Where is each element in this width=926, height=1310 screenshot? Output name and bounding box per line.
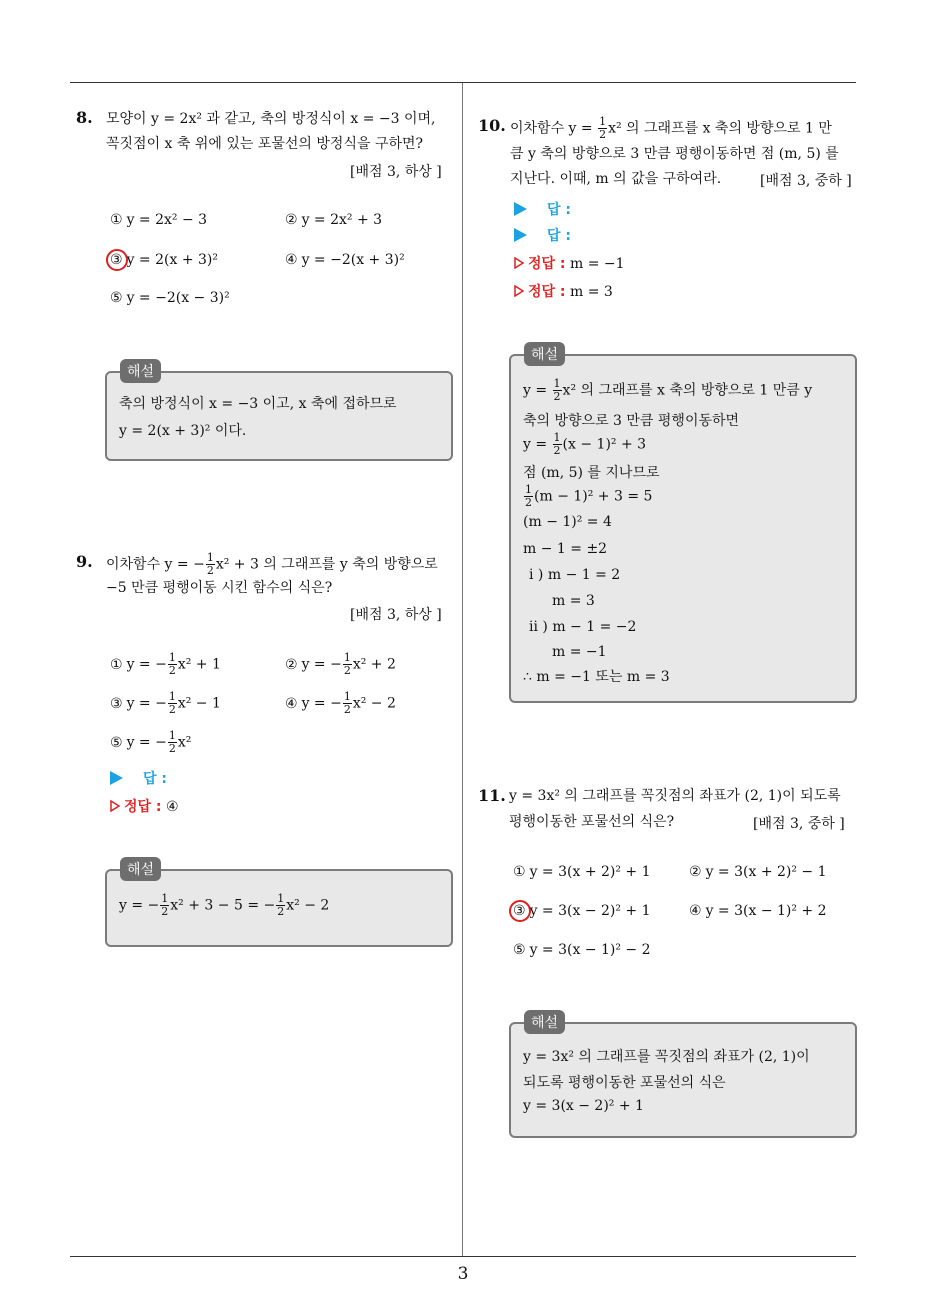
choice-text: y = − [301, 695, 342, 712]
problem-8-choice-5[interactable] [110, 290, 230, 306]
choice-text: x² − 1 [177, 695, 221, 712]
numerator: 1 [168, 690, 176, 703]
problem-11-choice-1[interactable] [513, 864, 651, 880]
choice-number: ④ [285, 695, 298, 712]
numerator: 1 [553, 431, 561, 444]
solution-line-2: 되도록 평행이동한 포물선의 식은 [523, 1075, 726, 1091]
denominator: 2 [343, 703, 351, 716]
problem-8-choice-3[interactable] [110, 252, 218, 268]
text: x² 의 그래프를 x 축의 방향으로 1 만큼 y [562, 382, 813, 399]
problem-11-line-2: 평행이동한 포물선의 식은? [509, 814, 675, 830]
choice-number: ② [285, 212, 298, 228]
fraction [168, 691, 177, 716]
solution-line-8: i ) m − 1 = 2 [529, 567, 621, 583]
text: x² 의 그래프를 x 축의 방향으로 1 만 [608, 120, 832, 137]
problem-11-choice-3[interactable] [513, 903, 651, 919]
problem-10-answer-row-1 [514, 199, 571, 219]
numerator: 1 [277, 892, 285, 905]
choice-number: ③ [110, 695, 123, 712]
denominator: 2 [277, 905, 285, 918]
solution-tag: 해설 [120, 359, 161, 383]
denominator: 2 [206, 564, 214, 577]
choice-text: y = 2x² + 3 [301, 212, 383, 228]
numerator: 1 [343, 651, 351, 664]
choice-text: y = − [126, 656, 167, 673]
solution-line-11: m = −1 [552, 644, 607, 660]
answer-label: 답 : [143, 771, 167, 787]
problem-8-solution-box [105, 371, 453, 461]
text: x² + 3 − 5 = − [170, 897, 276, 914]
text: 이차함수 y = [510, 120, 598, 137]
solution-line-7: m − 1 = ±2 [523, 541, 608, 557]
choice-number: ⑤ [513, 942, 526, 958]
problem-8-number: 8. [76, 108, 93, 127]
choice-text: y = 2x² − 3 [126, 212, 208, 228]
problem-11-solution-box [509, 1022, 857, 1138]
problem-9-line-1 [106, 552, 438, 577]
problem-9-choice-3[interactable] [110, 691, 221, 716]
solution-line-3: y = 3(x − 2)² + 1 [523, 1098, 644, 1114]
choice-number: ③ [110, 252, 123, 268]
outline-triangle-icon [110, 800, 120, 812]
fraction [168, 730, 177, 755]
fraction [343, 652, 352, 677]
choice-number: ③ [513, 903, 526, 919]
problem-8-choice-1[interactable] [110, 212, 207, 228]
choice-number: ④ [285, 252, 298, 268]
choice-text: x² [177, 734, 192, 751]
choice-number: ① [110, 212, 123, 228]
text: (x − 1)² + 3 [562, 436, 647, 453]
text: x² − 2 [286, 897, 330, 914]
solution-tag: 해설 [524, 1010, 565, 1034]
problem-8-choice-2[interactable] [285, 212, 382, 228]
solution-line-10: ii ) m − 1 = −2 [529, 619, 637, 635]
problem-10-line-3: 지난다. 이때, m 의 값을 구하여라. [510, 171, 722, 187]
problem-11-meta: [배점 3, 중하 ] [753, 816, 845, 832]
solution-line-2: 축의 방향으로 3 만큼 평행이동하면 [523, 413, 740, 429]
choice-text: y = 3(x − 2)² + 1 [529, 903, 651, 919]
problem-10-line-1 [510, 116, 832, 141]
numerator: 1 [206, 551, 214, 564]
outline-triangle-icon [514, 257, 524, 269]
numerator: 1 [525, 483, 532, 496]
problem-11-choice-4[interactable] [689, 903, 827, 919]
problem-10-number: 10. [478, 116, 506, 135]
fraction [276, 893, 285, 918]
choice-text: y = −2(x − 3)² [126, 290, 230, 306]
text: y = [523, 436, 552, 453]
problem-9-line-2: −5 만큼 평행이동 시킨 함수의 식은? [106, 580, 333, 596]
solution-line-9: m = 3 [552, 593, 595, 609]
correct-value: ④ [165, 799, 179, 815]
problem-8-line-1: 모양이 y = 2x² 과 같고, 축의 방정식이 x = −3 이며, [106, 111, 436, 127]
play-triangle-icon [514, 228, 527, 242]
choice-text: x² + 1 [177, 656, 221, 673]
problem-11-choice-5[interactable] [513, 942, 651, 958]
denominator: 2 [168, 742, 176, 755]
choice-text: x² + 2 [352, 656, 396, 673]
choice-text: y = 3(x − 1)² + 2 [705, 903, 827, 919]
denominator: 2 [553, 390, 561, 403]
problem-9-choice-1[interactable] [110, 652, 221, 677]
numerator: 1 [599, 115, 607, 128]
text: x² + 3 의 그래프를 y 축의 방향으로 [215, 556, 438, 573]
denominator: 2 [343, 664, 351, 677]
answer-label: 답 : [547, 202, 571, 218]
choice-text: y = − [126, 734, 167, 751]
problem-9-correct-row [110, 796, 179, 816]
denominator: 2 [168, 664, 176, 677]
text: y = [523, 382, 552, 399]
play-triangle-icon [514, 202, 527, 216]
problem-10-correct-row-2 [514, 281, 613, 301]
solution-line-1: 축의 방정식이 x = −3 이고, x 축에 접하므로 [119, 396, 397, 412]
solution-line-2: y = 2(x + 3)² 이다. [119, 423, 247, 439]
problem-9-solution-box [105, 869, 453, 947]
problem-9-choice-5[interactable] [110, 730, 191, 755]
problem-8-line-2: 꼭짓점이 x 축 위에 있는 포물선의 방정식을 구하면? [106, 136, 424, 152]
solution-line-4: 점 (m, 5) 를 지나므로 [523, 465, 660, 481]
denominator: 2 [525, 496, 532, 509]
fraction [553, 432, 562, 457]
text: 이차함수 y = − [106, 556, 205, 573]
numerator: 1 [168, 651, 176, 664]
numerator: 1 [168, 729, 176, 742]
choice-text: y = 3(x + 2)² − 1 [705, 864, 827, 880]
choice-number: ② [689, 864, 702, 880]
denominator: 2 [553, 444, 561, 457]
answer-label: 답 : [547, 228, 571, 244]
choice-text: y = 3(x + 2)² + 1 [529, 864, 651, 880]
denominator: 2 [599, 128, 607, 141]
solution-line-5 [523, 484, 652, 509]
fraction [160, 893, 169, 918]
correct-value: m = 3 [569, 284, 613, 300]
problem-8-choice-4[interactable] [285, 252, 405, 268]
fraction [553, 378, 562, 403]
solution-line-1: y = 3x² 의 그래프를 꼭짓점의 좌표가 (2, 1)이 [523, 1049, 810, 1065]
numerator: 1 [343, 690, 351, 703]
choice-number: ② [285, 656, 298, 673]
problem-10-meta: [배점 3, 중하 ] [760, 173, 852, 189]
choice-text: y = − [126, 695, 167, 712]
solution-tag: 해설 [524, 342, 565, 366]
bottom-rule [70, 1256, 856, 1257]
problem-11-number: 11. [478, 786, 506, 805]
problem-9-meta: [배점 3, 하상 ] [350, 607, 442, 623]
problem-8-meta: [배점 3, 하상 ] [350, 164, 442, 180]
problem-11-line-1: y = 3x² 의 그래프를 꼭짓점의 좌표가 (2, 1)이 되도록 [509, 788, 841, 804]
problem-10-solution-box [509, 354, 857, 703]
numerator: 1 [553, 377, 561, 390]
correct-value: m = −1 [569, 256, 625, 272]
text: (m − 1)² + 3 = 5 [534, 488, 653, 505]
choice-text: y = 3(x − 1)² − 2 [529, 942, 651, 958]
problem-9-number: 9. [76, 552, 93, 571]
fraction [524, 484, 533, 509]
fraction [168, 652, 177, 677]
solution-line-1 [119, 893, 329, 918]
play-triangle-icon [110, 771, 123, 785]
choice-number: ⑤ [110, 734, 123, 751]
denominator: 2 [168, 703, 176, 716]
solution-line-1 [523, 378, 812, 403]
page-number: 3 [457, 1264, 469, 1284]
fraction [206, 552, 215, 577]
top-rule [70, 82, 856, 83]
column-divider [462, 83, 463, 1256]
solution-tag: 해설 [120, 857, 161, 881]
problem-9-choice-2[interactable] [285, 652, 396, 677]
solution-line-6: (m − 1)² = 4 [523, 514, 612, 530]
choice-number: ⑤ [110, 290, 123, 306]
problem-10-line-2: 큼 y 축의 방향으로 3 만큼 평행이동하면 점 (m, 5) 를 [510, 146, 839, 162]
choice-number: ① [513, 864, 526, 880]
correct-label: 정답 : [124, 799, 162, 815]
fraction [598, 116, 607, 141]
outline-triangle-icon [514, 285, 524, 297]
problem-9-choice-4[interactable] [285, 691, 396, 716]
choice-number: ① [110, 656, 123, 673]
choice-text: y = 2(x + 3)² [126, 252, 218, 268]
correct-label: 정답 : [528, 256, 566, 272]
solution-line-3 [523, 432, 646, 457]
problem-10-correct-row-1 [514, 253, 625, 273]
correct-label: 정답 : [528, 284, 566, 300]
choice-text: y = −2(x + 3)² [301, 252, 405, 268]
problem-10-answer-row-2 [514, 225, 571, 245]
text: y = − [119, 897, 160, 914]
solution-line-12: ∴ m = −1 또는 m = 3 [523, 669, 670, 685]
fraction [343, 691, 352, 716]
choice-text: y = − [301, 656, 342, 673]
problem-11-choice-2[interactable] [689, 864, 827, 880]
problem-9-answer-row [110, 768, 167, 788]
choice-text: x² − 2 [352, 695, 396, 712]
choice-number: ④ [689, 903, 702, 919]
numerator: 1 [161, 892, 169, 905]
denominator: 2 [161, 905, 169, 918]
